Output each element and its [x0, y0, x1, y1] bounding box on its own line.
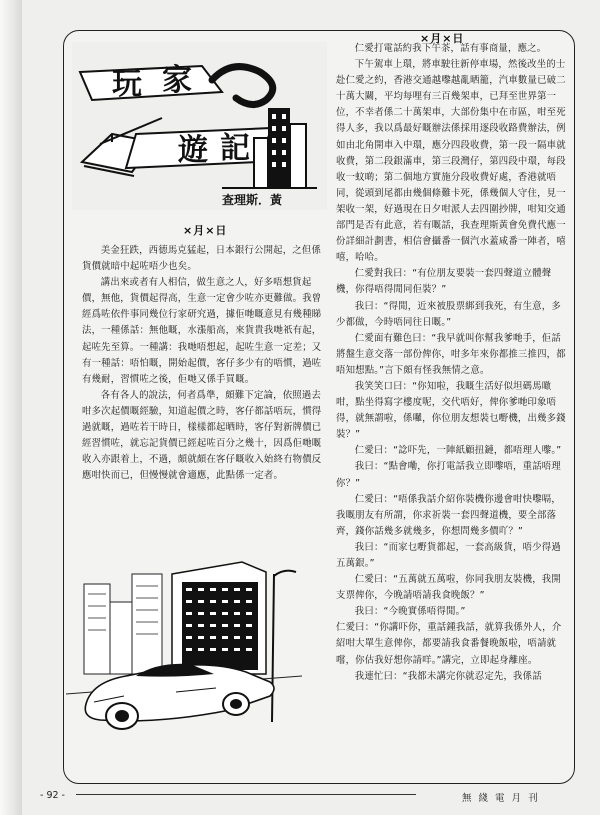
right-paragraph: 仁愛曰：“唔係我話介紹你裝機你邊會咁快嚟嗝，我嘅朋友有所謂，你求祈裝一套四聲道機，要全部落齊，錢你話幾多就幾多，你想問幾多價吖？” [336, 493, 561, 537]
logo-author: 查理斯．黃 [222, 193, 283, 207]
right-paragraph: 仁愛對我曰：“有位朋友要裝一套四聲道立體聲機，你得唔得閒同佢裝？” [336, 268, 552, 296]
column-logo [72, 42, 327, 210]
logo-char-1: 玩 [112, 67, 142, 102]
street-car-illustration [66, 544, 302, 740]
left-paragraph: 美金狂跌，西德馬克猛起，日本銀行公開起，之但係貨價就暗中起咗唔少也矣。 [82, 245, 322, 273]
left-column [82, 243, 327, 484]
right-paragraph: 仁愛曰：“你講吓你，重話鍾我話，就算我係外人，介紹咁大單生意俾你，都要請我食番餐晚飯啦，唔請就嚐，你估我好想你請咩。”講完，立即起身離座。 [336, 622, 562, 666]
right-paragraph: 仁愛曰：“諗吓先，一陣紙顧扭鏈，都唔理人嚟。” [354, 445, 562, 457]
right-paragraph: 我曰：“而家乜嘢貨都起，一套高級貨，唔少得過五萬銀。” [336, 541, 561, 569]
left-paragraph: 講出來或者有人相信，做生意之人，好多唔想貨起價，無他，貨價起得高，生意一定會少咗亦更難做。我曾經爲咗依件事同幾位行家研究過，據佢哋嘅意見有幾種睇法，一種係話：無他嘅，水漲船高，來貨貴我哋祇有起，起咗先至算。一種講：我哋唔想起，起咗生意一定差；又有一種話：唔怕嘅，開始起價，客仔多少有的唔慣，過咗有幾耐，習慣咗之後，佢哋又係手買嘅。 [82, 277, 322, 385]
logo-char-3: 遊 [178, 133, 208, 168]
logo-char-2: 家 [162, 63, 192, 98]
left-paragraph: 各有各人的說法，何者爲準，頗難下定論，依照過去咁多次起價嘅經驗，知道起價之時，客仔都話唔玩，慣得過就嘅，過咗若干時日，樣樣都起晒時，客仔對新牌價已經習慣咗，就忘記貨價已經起咗百分之幾十，因爲佢哋嘅收入亦跟着上，不過，頗就頗在客仔嘅收入始終冇物價反應咁快而已，但慢慢就會適應，此點係一定者。 [82, 389, 322, 482]
logo-char-4: 記 [220, 131, 250, 166]
footer-rule [76, 794, 416, 795]
right-paragraph: 仁愛打電話約我下午茶，話有事商量，應之。 [354, 43, 547, 54]
page-binding [0, 0, 22, 815]
right-paragraph: 仁愛曰：“五萬就五萬啦，你同我朋友裝機，我開支票俾你，今晚請唔請我食晚飯？” [336, 574, 561, 602]
right-column [336, 41, 568, 685]
left-date-heading: ×月×日 [183, 224, 228, 237]
right-paragraph: 仁愛面有難色曰：“我早就叫你幫我爹哋手，佢話將盤生意交落一部份俾你，咁多年來你都推三推四，都唔知想點。”言下頗有怪我無情之意。 [336, 332, 566, 376]
page-number: - 92 - [40, 790, 65, 801]
right-paragraph: 我曰：“點會嘞，你打電話我立即嚟唔，重話唔理你？” [336, 461, 561, 489]
right-paragraph: 我曰：“得閒，近來被股票綁到我死，有生意，多少都做，今時唔同往日嘅。” [336, 300, 561, 328]
magazine-title: 無 綫 電 月 刊 [462, 793, 540, 804]
right-date-heading: ×月×日 [420, 32, 465, 45]
right-paragraph: 我曰：“今晚實係唔得閒。” [354, 606, 466, 618]
right-paragraph: 我連忙曰：“我都未講完你就忍定先，我係話 [354, 670, 542, 682]
right-paragraph: 我笑笑口曰：“你知啦，我嘅生活好似坦碼馬噉咁，點坐得寫字樓度呢，交代唔好，俾你爹哋印象唔得，就無謂啦，係囉，你位朋友想裝乜嘢機，出幾多錢裝？” [336, 380, 566, 441]
right-paragraph: 下午駕車上環，將車駛往新停車場，然後改坐的士赴仁愛之約，香港交通越嚟越亂晒籠，汽車數量已破二十萬大關，平均每哩有三百幾架車，已拜至世界第一位，不幸者係二十萬架車，大部份集中在市區，咁至死得人多，我以爲最好嘅辦法係採用逐段收路費辦法，例如由北角開車入中環，應分四段收費，第一段一隔車就收費，第二段銀滿車，第三段灣仔，第四段中環，每段收一蚊啲；第二個地方實施分段收費好處，香港就唔同，從頭到尾都由幾個條難卡死，係幾個人守住，見一架收一架，好過現在日夕咁派人去四圍抄牌，咁知交通部門是否有此意，若有嘅話，我查理斯黃會免費代應一份詳細計劃書，相信會攝番一個汽水蓋咸番一陣者，嘻嘻，哈哈。 [336, 59, 566, 264]
